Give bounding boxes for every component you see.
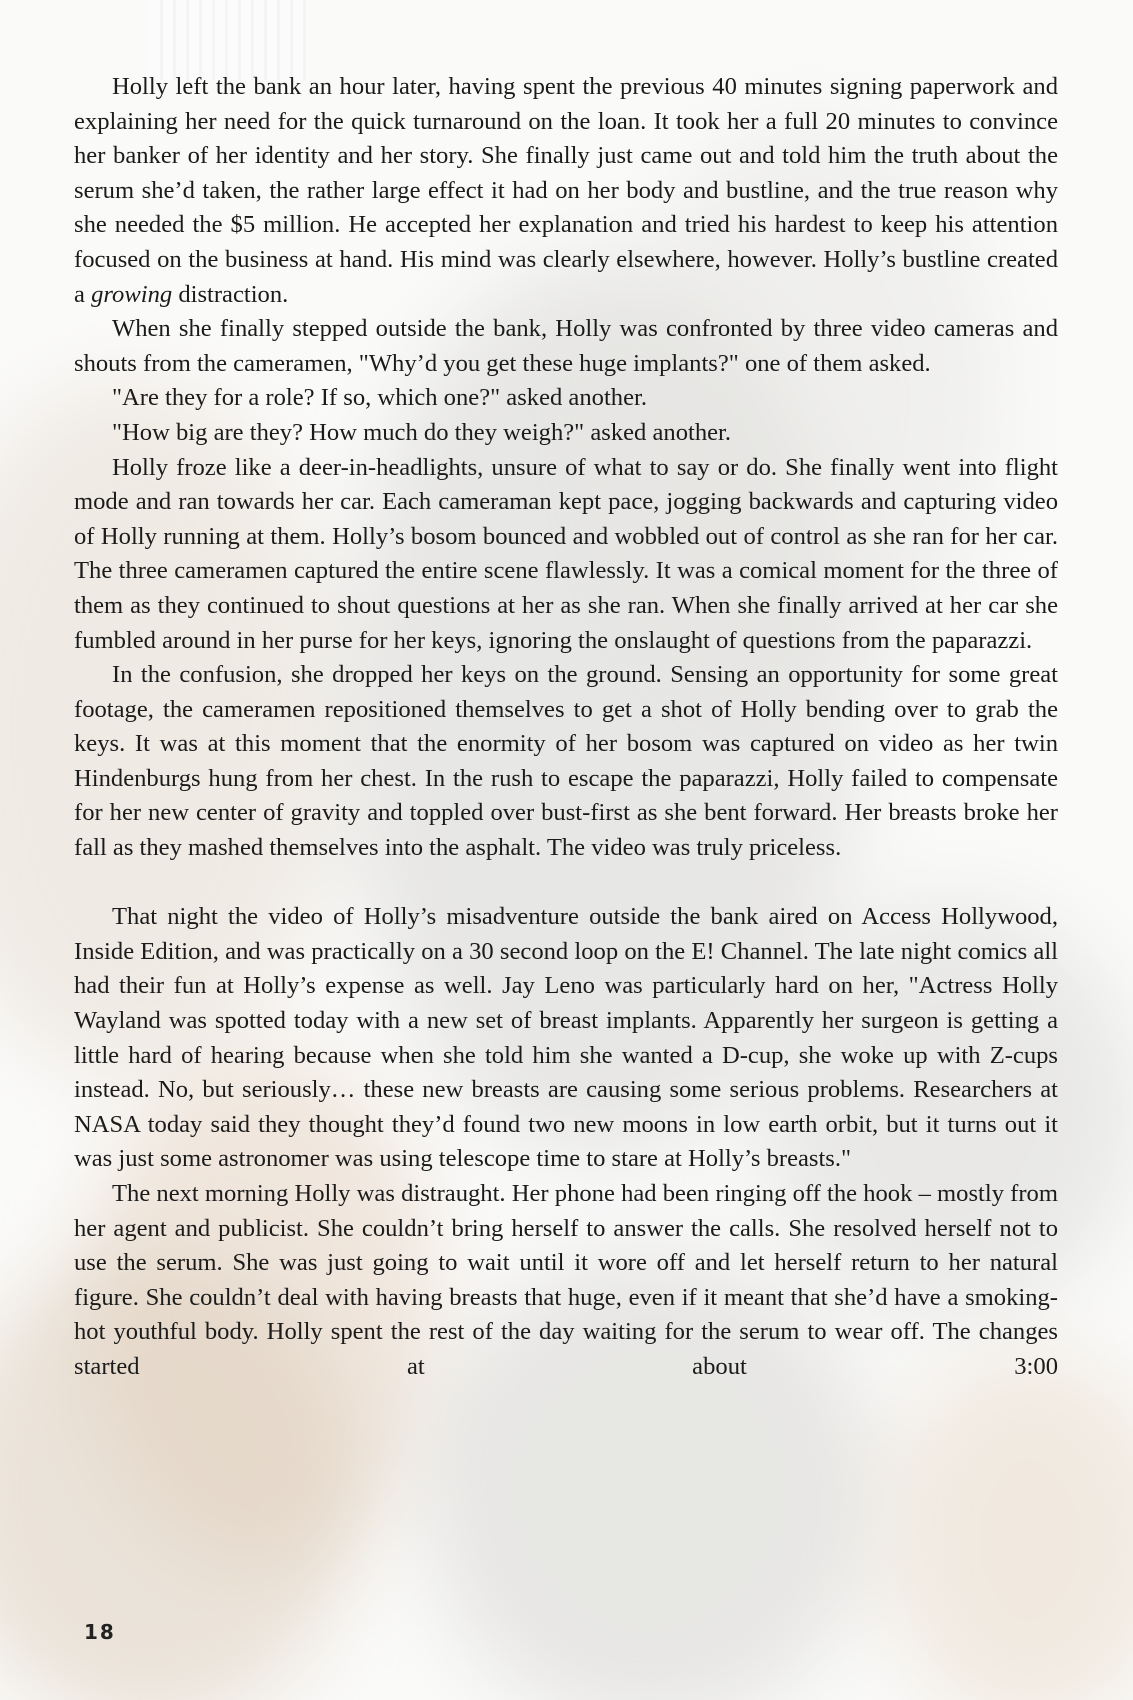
story-text	[74, 70, 1058, 1385]
paragraph-text: The next morning Holly was distraught. Her phone had been ringing off the hook – mostly from her agent and publicist. She couldn’t bring herself to answer the calls. She resolved herself not to use the serum. She was just going to wait until it wore off and let herself return to her natural figure. She couldn’t deal with having breasts that huge, even if it meant that she’d have a smoking-hot youthful body. Holly spent the rest of the day waiting for the serum to wear off. The changes started at about 3:00	[74, 1180, 1058, 1380]
page-number: 18	[84, 1620, 116, 1644]
section-break	[74, 866, 1058, 901]
paragraph-text: When she finally stepped outside the bank, Holly was confronted by three video cameras and shouts from the cameramen, "Why’d you get these huge implants?" one of them asked.	[74, 315, 1058, 377]
paragraph-6	[74, 658, 1058, 866]
paragraph-text: "How big are they? How much do they weigh?" asked another.	[112, 418, 732, 446]
paragraph-1	[74, 70, 1058, 312]
paragraph-text: Holly left the bank an hour later, having spent the previous 40 minutes signing paperwork and explaining her need for the quick turnaround on the loan. It took her a full 20 minutes to convince her banker of her identity and her story. She finally just came out and told him the truth about the serum she’d taken, the rather large effect it had on her body and bustline, and the true reason why she needed the $5 million. He accepted her explanation and tried his hardest to keep his attention focused on the business at hand. His mind was clearly elsewhere, however. Holly’s bustline created a	[74, 73, 1058, 308]
paragraph-text: "Are they for a role? If so, which one?" asked another.	[112, 384, 647, 412]
paragraph-7	[74, 900, 1058, 1177]
paragraph-4	[74, 416, 1058, 451]
paragraph-text: Holly froze like a deer-in-headlights, unsure of what to say or do. She finally went into flight mode and ran towards her car. Each cameraman kept pace, jogging backwards and capturing video of Holly running at them. Holly’s bosom bounced and wobbled out of control as she ran for her car. The three cameramen captured the entire scene flawlessly. It was a comical moment for the three of them as they continued to shout questions at her as she ran. When she finally arrived at her car she fumbled around in her purse for her keys, ignoring the onslaught of questions from the paparazzi.	[74, 453, 1058, 654]
paragraph-text: In the confusion, she dropped her keys on the ground. Sensing an opportunity for some great footage, the cameramen repositioned themselves to get a shot of Holly bending over to grab the keys. It was at this moment that the enormity of her bosom was captured on video as her twin Hindenburgs hung from her chest. In the rush to escape the paparazzi, Holly failed to compensate for her new center of gravity and toppled over bust-first as she bent forward. Her breasts broke her fall as they mashed themselves into the asphalt. The video was truly priceless.	[74, 661, 1058, 862]
emphasized-text: growing	[91, 280, 173, 308]
paragraph-3	[74, 381, 1058, 416]
paragraph-text: That night the video of Holly’s misadventure outside the bank aired on Access Hollywood, Inside Edition, and was practically on a 30 second loop on the E! Channel. The late night comics all had their fun at Holly’s expense as well. Jay Leno was particularly hard on her, "Actress Holly Wayland was spotted today with a new set of breast implants. Apparently her surgeon is getting a little hard of hearing because when she told him she wanted a D-cup, she woke up with Z-cups instead. No, but seriously… these new breasts are causing some serious problems. Researchers at NASA today said they thought they’d found two new moons in low earth orbit, but it turns out it was just some astronomer was using telescope time to stare at Holly’s breasts."	[74, 903, 1058, 1173]
paragraph-2	[74, 312, 1058, 381]
paragraph-8	[74, 1177, 1058, 1385]
paragraph-5	[74, 451, 1058, 659]
paragraph-text: distraction.	[172, 280, 289, 308]
